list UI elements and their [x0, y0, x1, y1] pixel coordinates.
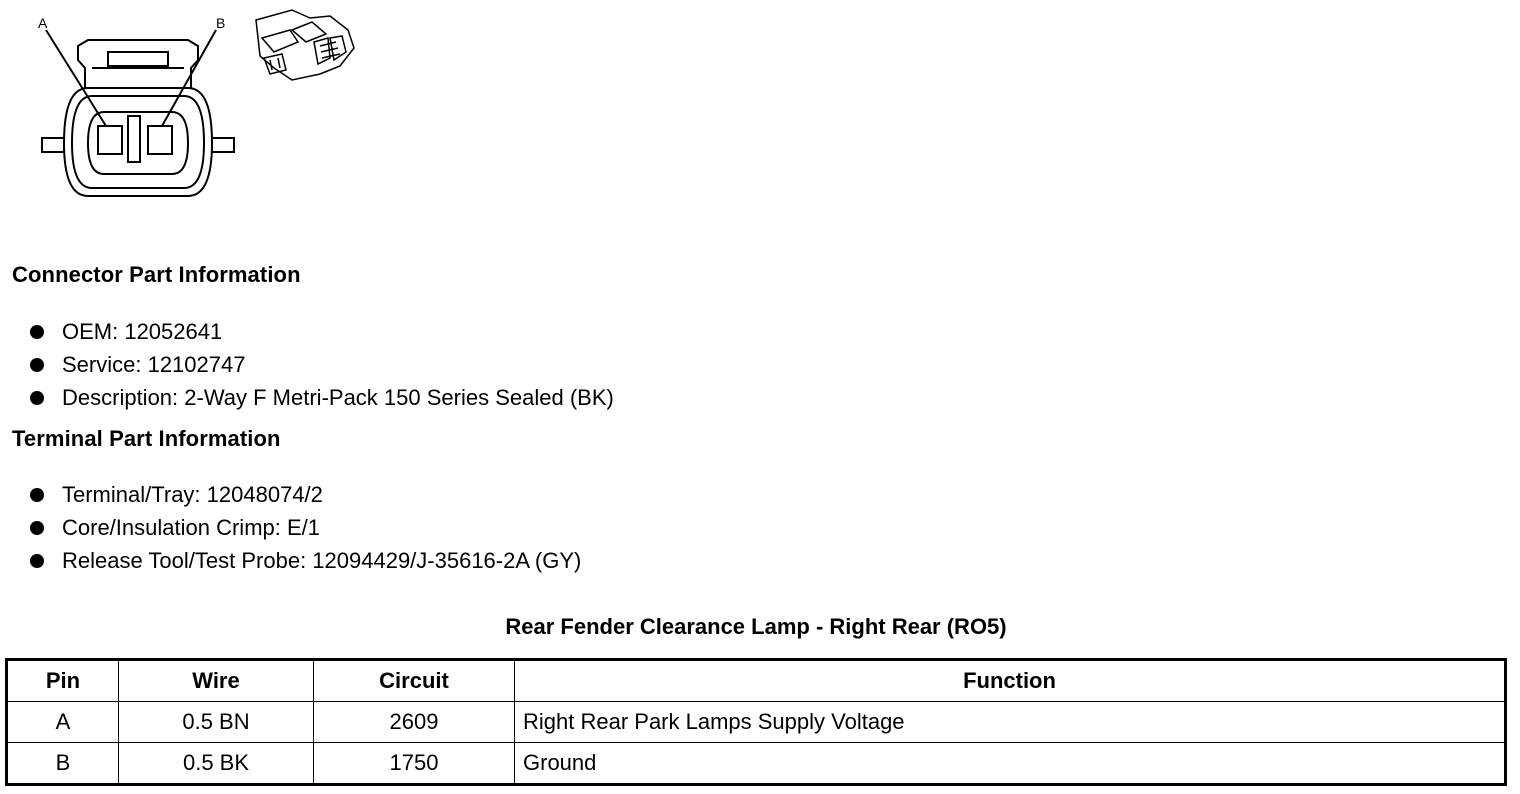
- terminal-part-info-heading: Terminal Part Information: [12, 426, 281, 451]
- header-wire: Wire: [119, 660, 314, 702]
- table-row: [7, 743, 1506, 785]
- list-item: OEM: 12052641: [28, 315, 614, 348]
- cell-pin: B: [7, 743, 119, 785]
- table-row: [7, 702, 1506, 743]
- header-circuit: Circuit: [314, 660, 515, 702]
- terminal-part-info-list: [28, 478, 581, 577]
- connector-part-info-heading: Connector Part Information: [12, 262, 301, 287]
- bullet-icon: [30, 391, 44, 405]
- bullet-icon: [30, 554, 44, 568]
- cell-pin: A: [7, 702, 119, 743]
- bullet-icon: [30, 358, 44, 372]
- list-item: Release Tool/Test Probe: 12094429/J-35616-2A (GY): [28, 544, 581, 577]
- bullet-icon: [30, 488, 44, 502]
- cell-function: Right Rear Park Lamps Supply Voltage: [515, 702, 1506, 743]
- cell-circuit: 2609: [314, 702, 515, 743]
- pin-label-a: A: [38, 15, 48, 31]
- header-pin: Pin: [7, 660, 119, 702]
- cell-circuit: 1750: [314, 743, 515, 785]
- cell-wire: 0.5 BN: [119, 702, 314, 743]
- cell-function: Ground: [515, 743, 1506, 785]
- connector-isometric-icon: [256, 10, 354, 80]
- list-item: Service: 12102747: [28, 348, 614, 381]
- connector-part-info-list: [28, 315, 614, 414]
- connector-face-diagram: [30, 8, 370, 198]
- bullet-icon: [30, 325, 44, 339]
- list-item: Description: 2-Way F Metri-Pack 150 Series Sealed (BK): [28, 381, 614, 414]
- header-function: Function: [515, 660, 1506, 702]
- table-caption: Rear Fender Clearance Lamp - Right Rear (RO5): [505, 614, 1007, 639]
- list-item: Terminal/Tray: 12048074/2: [28, 478, 581, 511]
- bullet-icon: [30, 521, 44, 535]
- list-item: Core/Insulation Crimp: E/1: [28, 511, 581, 544]
- pin-table: [5, 658, 1507, 786]
- table-header-row: [7, 660, 1506, 702]
- cell-wire: 0.5 BK: [119, 743, 314, 785]
- pin-label-b: B: [216, 15, 226, 31]
